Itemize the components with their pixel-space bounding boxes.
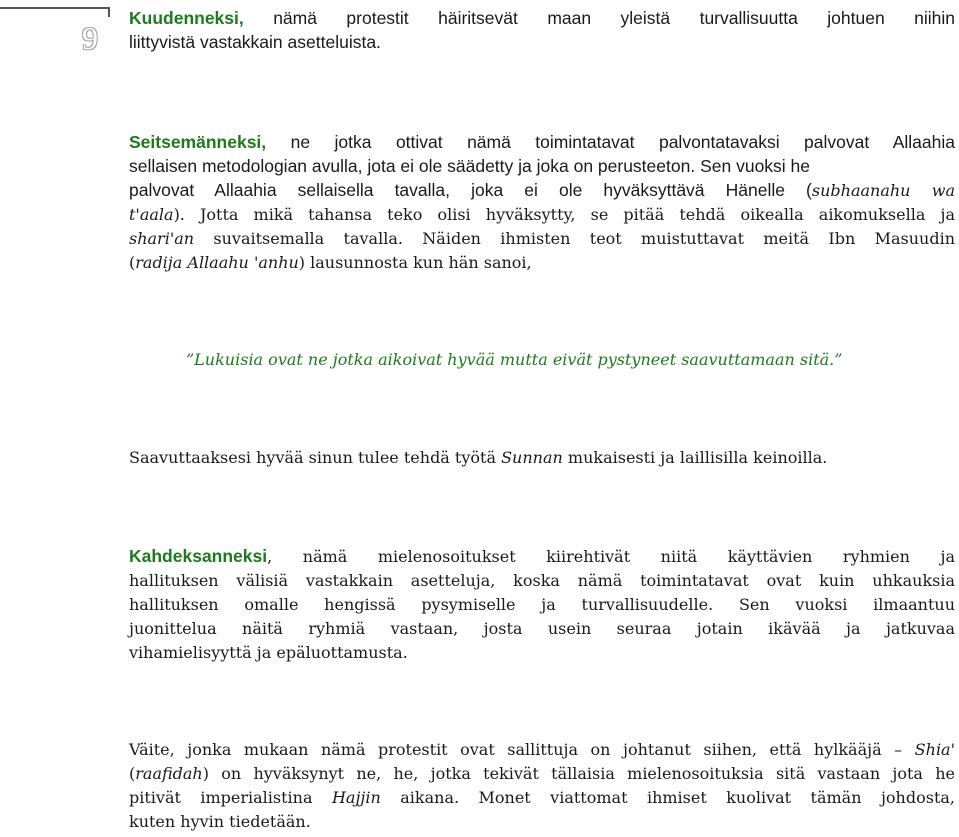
eighth-line2: hallituksen välisiä vastakkain asetteluja, koska nämä toimintatavat ovat kuin uhkauksia bbox=[129, 571, 955, 590]
page-number: 9 bbox=[82, 20, 98, 56]
seventh-line3: palvovat Allaahia sellaisella tavalla, joka ei ole hyväksyttävä Hänelle ( bbox=[129, 180, 812, 200]
claim-line3-b: aikana. Monet viattomat ihmiset kuolivat tämän johdosta, bbox=[400, 788, 955, 807]
seventh-line5-a: suvaitsemalla tavalla. bbox=[213, 229, 403, 248]
seventh-line4: ). Jotta mikä tahansa teko olisi hyväksytty, se pitää tehdä oikealla aikomuksella ja bbox=[173, 205, 955, 224]
sixth-line1: nämä protestit häiritsevät maan yleistä turvallisuutta johtuen niihin bbox=[273, 8, 955, 28]
keyword-seventh: Seitsemänneksi, bbox=[129, 132, 267, 152]
corner-rule bbox=[0, 7, 109, 9]
seventh-line4-italic: t'aala bbox=[129, 205, 174, 224]
paragraph-eighth bbox=[129, 544, 955, 665]
seventh-line5-b: Näiden ihmisten teot muistuttavat meitä Ibn Masuudin bbox=[422, 229, 956, 248]
seventh-line6-open: ( bbox=[129, 253, 136, 272]
eighth-line4: juonittelua näitä ryhmiä vastaan, josta usein seuraa jotain ikävää ja jatkuvaa bbox=[129, 619, 955, 638]
seventh-line6-italic: radija Allaahu 'anhu bbox=[135, 253, 299, 272]
paragraph-seventh bbox=[129, 130, 955, 275]
claim-line2-italic: raafidah bbox=[135, 764, 203, 783]
seventh-line3-italic: subhaanahu wa bbox=[811, 181, 955, 200]
claim-line3-a: pitivät imperialistina bbox=[129, 788, 313, 807]
paragraph-sixth bbox=[129, 6, 955, 54]
seventh-line2: sellaisen metodologian avulla, jota ei ole säädetty ja joka on perusteeton. bbox=[129, 156, 696, 176]
sunnah-b: mukaisesti ja laillisilla keinoilla. bbox=[567, 448, 828, 467]
eighth-line3-tail: Sen vuoksi ilmaantuu bbox=[738, 595, 956, 614]
seventh-line1: ne jotka ottivat nämä toimintatavat palvontatavaksi palvovat Allaahia bbox=[290, 132, 955, 152]
claim-line4: kuten hyvin tiedetään. bbox=[129, 812, 311, 831]
claim-line1: Väite, jonka mukaan nämä protestit ovat sallittuja on johtanut siihen, että hylkääjä – bbox=[129, 740, 903, 759]
sunnah-italic: Sunnan bbox=[501, 448, 563, 467]
seventh-line2-tail: Sen vuoksi he bbox=[700, 156, 811, 176]
sunnah-a: Saavuttaaksesi hyvää sinun tulee tehdä työtä bbox=[129, 448, 496, 467]
corner-tick bbox=[108, 7, 110, 17]
claim-line2-open: ( bbox=[129, 764, 136, 783]
seventh-line6: ) lausunnosta kun hän sanoi, bbox=[298, 253, 532, 272]
sixth-line2: liittyvistä vastakkain asetteluista. bbox=[129, 32, 381, 52]
quote-ibn-masuud: ”Lukuisia ovat ne jotka aikoivat hyvää mutta eivät pystyneet saavuttamaan sitä.” bbox=[186, 350, 843, 369]
claim-line3-italic: Hajjin bbox=[331, 788, 381, 807]
keyword-sixth: Kuudenneksi, bbox=[129, 8, 244, 28]
eighth-line5: vihamielisyyttä ja epäluottamusta. bbox=[129, 643, 408, 662]
paragraph-claim bbox=[129, 738, 955, 834]
eighth-line3: hallituksen omalle hengissä pysymiselle ja turvallisuudelle. bbox=[129, 595, 714, 614]
paragraph-sunnah bbox=[129, 446, 955, 470]
keyword-eighth: Kahdeksanneksi bbox=[129, 546, 268, 566]
seventh-line5-italic: shari'an bbox=[129, 229, 195, 248]
claim-line1-italic: Shia' bbox=[914, 740, 955, 759]
claim-line2: ) on hyväksynyt ne, he, jotka tekivät tällaisia mielenosoituksia sitä vastaan jota he bbox=[202, 764, 955, 783]
eighth-line1: , nämä mielenosoitukset kiirehtivät niitä käyttävien ryhmien ja bbox=[267, 547, 955, 566]
